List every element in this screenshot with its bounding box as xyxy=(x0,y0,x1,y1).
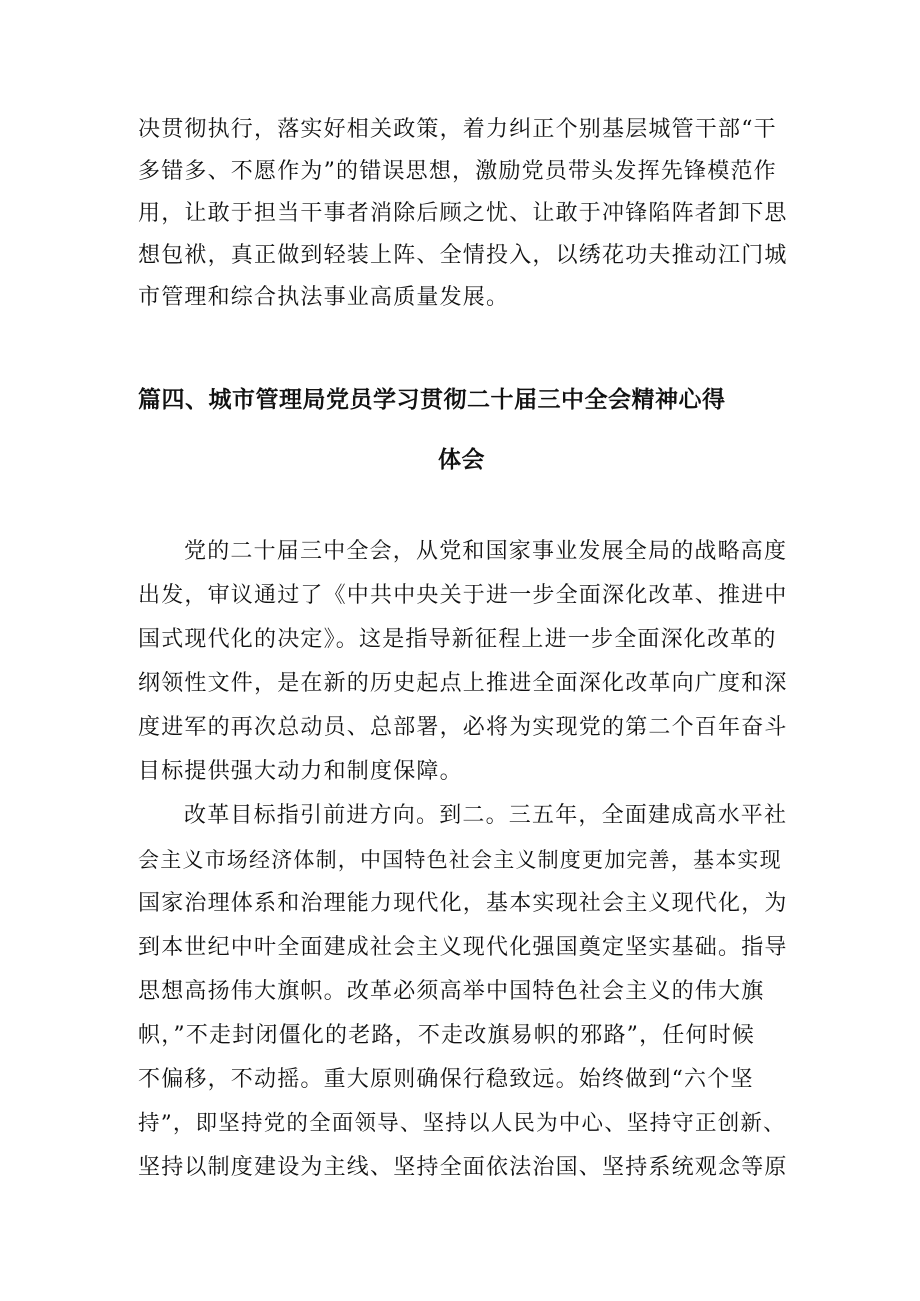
paragraph-1-line: 目标提供强大动力和制度保障。 xyxy=(138,759,463,784)
paragraph-2-line: 持”，即坚持党的全面领导、坚持以人民为中心、坚持守正创新、 xyxy=(138,1111,786,1136)
paragraph-2-line: 会主义市场经济体制，中国特色社会主义制度更加完善，基本实现 xyxy=(138,848,782,872)
paragraph-1-line: 纲领性文件，是在新的历史起点上推进全面深化改革向广度和深 xyxy=(138,671,788,696)
top-paragraph-line: 多错多、不愿作为”的错误思想，激励党员带头发挥先锋模范作 xyxy=(138,159,777,184)
section-heading-line1: 篇四、城市管理局党员学习贯彻二十届三中全会精神心得 xyxy=(138,387,726,413)
paragraph-2-line: 帜，”不走封闭僵化的老路，不走改旗易帜的邪路”，任何时候 xyxy=(138,1023,756,1048)
paragraph-2-line: 坚持以制度建设为主线、坚持全面依法治国、坚持系统观念等原 xyxy=(138,1155,788,1180)
paragraph-1-line: 党的二十届三中全会，从党和国家事业发展全局的战略高度 xyxy=(184,539,788,564)
paragraph-2-line: 国家治理体系和治理能力现代化，基本实现社会主义现代化，为 xyxy=(138,891,788,916)
top-paragraph-line: 想包袱，真正做到轻装上阵、全情投入，以绣花功夫推动江门城 xyxy=(138,243,788,268)
top-paragraph-line: 市管理和综合执法事业高质量发展。 xyxy=(138,285,510,310)
paragraph-2-line: 到本世纪中叶全面建成社会主义现代化强国奠定坚实基础。指导 xyxy=(138,935,788,960)
paragraph-1-line: 度进军的再次总动员、总部署，必将为实现党的第二个百年奋斗 xyxy=(138,715,788,740)
section-heading-line2: 体会 xyxy=(438,447,485,473)
top-paragraph-line: 决贯彻执行，落实好相关政策，着力纠正个别基层城管干部“干 xyxy=(138,117,777,142)
paragraph-2-line: 思想高扬伟大旗帜。改革必须高举中国特色社会主义的伟大旗 xyxy=(138,979,765,1004)
paragraph-1-line: 国式现代化的决定》。这是指导新征程上进一步全面深化改革的 xyxy=(138,627,777,652)
top-paragraph-line: 用，让敢于担当干事者消除后顾之忧、让敢于冲锋陷阵者卸下思 xyxy=(138,201,788,226)
paragraph-1-line: 出发，审议通过了《中共中央关于进一步全面深化改革、推进中 xyxy=(138,583,788,608)
paragraph-2-line: 改革目标指引前进方向。到二。三五年，全面建成高水平社 xyxy=(184,803,788,828)
paragraph-2-line: 不偏移，不动摇。重大原则确保行稳致远。始终做到“六个坚 xyxy=(138,1067,754,1092)
